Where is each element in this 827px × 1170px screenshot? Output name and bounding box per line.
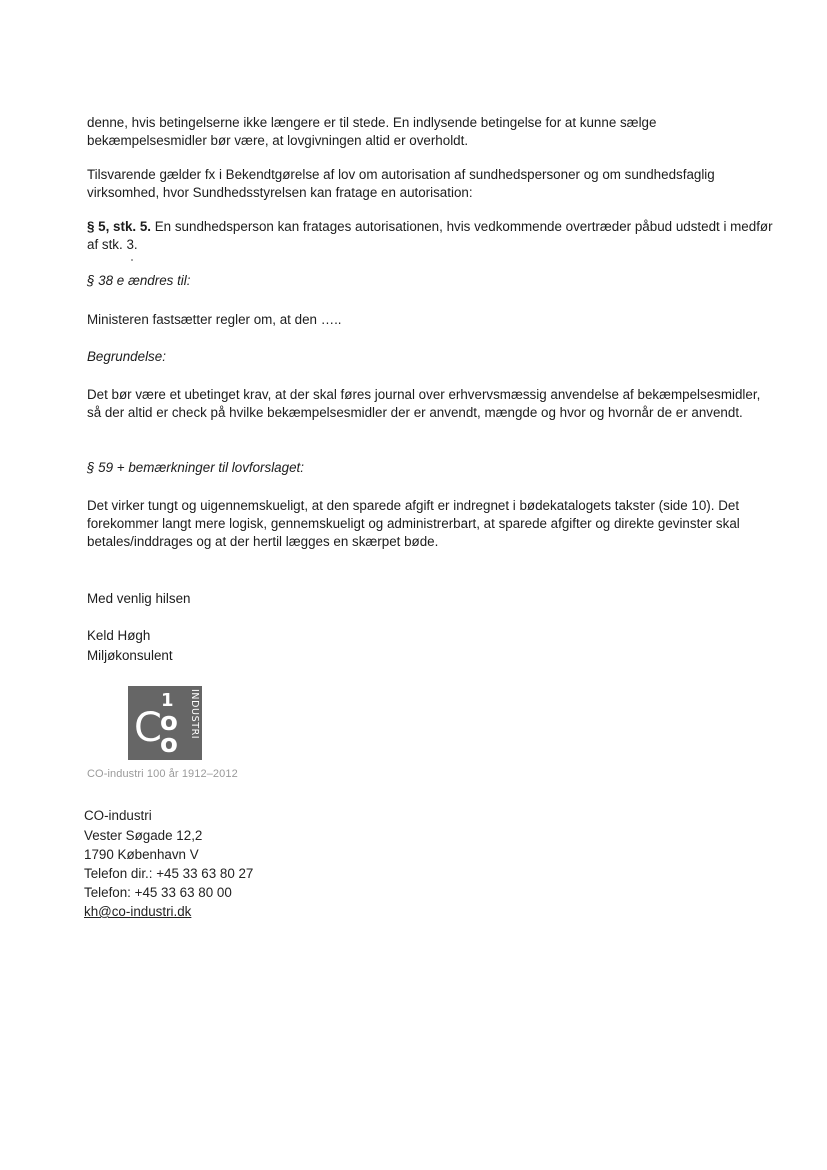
contact-organisation: CO-industri <box>84 808 152 823</box>
signatory-name: Keld Høgh <box>87 628 151 643</box>
section-5-reference: § 5, stk. 5. <box>87 219 152 234</box>
co-industri-logo <box>128 686 202 760</box>
logo-zero-bottom: o <box>160 729 178 759</box>
co-industri-logo-graphic <box>128 686 202 760</box>
contact-phone-direct: Telefon dir.: +45 33 63 80 27 <box>84 866 254 881</box>
heading-justification: Begrundelse: <box>87 349 166 364</box>
paragraph-journal-requirement: Det bør være et ubetinget krav, at der skal føres journal over erhvervsmæssig anvendelse af bekæmpelsesmidler, så der altid er check på hvilke bekæmpelsesmidler der er anvendt, mængde og hvor og hvornår de er anvendt. <box>87 387 761 420</box>
closing-greeting: Med venlig hilsen <box>87 591 191 606</box>
paragraph-fine-catalogue: Det virker tungt og uigennemskueligt, at den sparede afgift er indregnet i bødekatalogets takster (side 10). Det forekommer langt mere logisk, gennemskueligt og administrerbart, at sparede afgifter og direkte gevinster skal betales/inddrages og at der hertil lægges en skærpet bøde. <box>87 498 740 549</box>
signatory-title: Miljøkonsulent <box>87 648 173 663</box>
contact-email-link[interactable]: kh@co-industri.dk <box>84 904 192 919</box>
paragraph-authorisation: Tilsvarende gælder fx i Bekendtgørelse af lov om autorisation af sundhedspersoner og om sundhedsfaglig virksomhed, hvor Sundhedsstyrelsen kan fratage en autorisation: <box>87 167 715 200</box>
logo-caption: CO-industri 100 år 1912–2012 <box>87 768 238 780</box>
logo-side-text: INDUSTRI <box>189 689 200 740</box>
paragraph-conditions: denne, hvis betingelserne ikke længere er til stede. En indlysende betingelse for at kunne sælge bekæmpelsesmidler bør være, at lovgivningen altid er overholdt. <box>87 115 657 148</box>
scan-speck <box>131 259 133 261</box>
paragraph-minister-rules: Ministeren fastsætter regler om, at den ….. <box>87 312 342 327</box>
section-5-text: En sundhedsperson kan fratages autorisationen, hvis vedkommende overtræder påbud udstedt i medfør af stk. 3. <box>87 219 773 252</box>
logo-digit-one: 1 <box>161 690 174 711</box>
logo-letter-c: C <box>134 705 162 751</box>
heading-section-38e: § 38 e ændres til: <box>87 273 191 288</box>
contact-street: Vester Søgade 12,2 <box>84 828 203 843</box>
contact-city: 1790 København V <box>84 847 199 862</box>
contact-phone: Telefon: +45 33 63 80 00 <box>84 885 232 900</box>
logo-zero-top: o <box>160 707 178 737</box>
heading-section-59: § 59 + bemærkninger til lovforslaget: <box>87 460 304 475</box>
paragraph-section-5 <box>87 218 777 254</box>
